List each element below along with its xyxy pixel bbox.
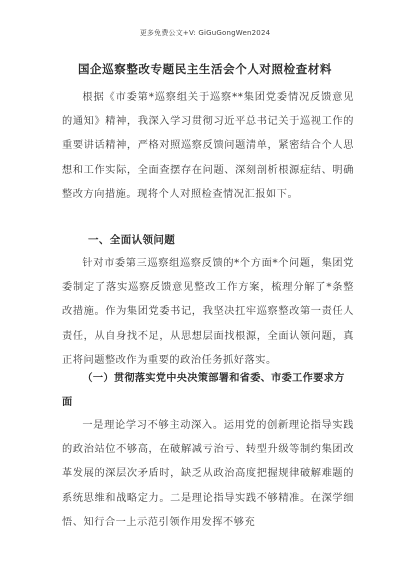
section-heading-1: 一、全面认领问题 (88, 234, 176, 246)
document-title: 国企巡察整改专题民主生活会个人对照检查材料 (77, 62, 333, 76)
section-1-paragraph: 针对市委第三巡察组巡察反馈的*个方面*个问题，集团党委制定了落实巡察反馈意见整改工作方案，梳理分解了*条整改措施。作为集团党委书记，我坚决扛牢巡察整改第一责任人责任，从自身找不足，从思想层面找根源，全面认领问题，真正将问题整改作为重要的政治任务抓好落实。 (62, 258, 354, 366)
subsection-heading-1: （一）贯彻落实党中央决策部署和省委、市委工作要求方面 (62, 373, 345, 408)
header-note: 更多免费公文+V: GiGuGongWen2024 (139, 29, 271, 37)
intro-paragraph: 根据《市委第*巡察组关于巡察**集团党委情况反馈意见的通知》精神，我深入学习贯彻习近平总书记关于巡视工作的重要讲话精神，严格对照巡察反馈问题清单，紧密结合个人思想和工作实际，全面查摆存在问题、深刻剖析根源症结、明确整改方向措施。现将个人对照检查情况汇报如下。 (62, 92, 354, 200)
subsection-1-paragraph: 一是理论学习不够主动深入。运用党的创新理论指导实践的政治站位不够高，在破解减亏治亏、转型升级等制约集团改革发展的深层次矛盾时，缺乏从政治高度把握规律破解难题的系统思维和战略定力。二是理论指导实践不够精准。在深学细悟、知行合一上示范引领作用发挥不够充 (62, 420, 354, 528)
